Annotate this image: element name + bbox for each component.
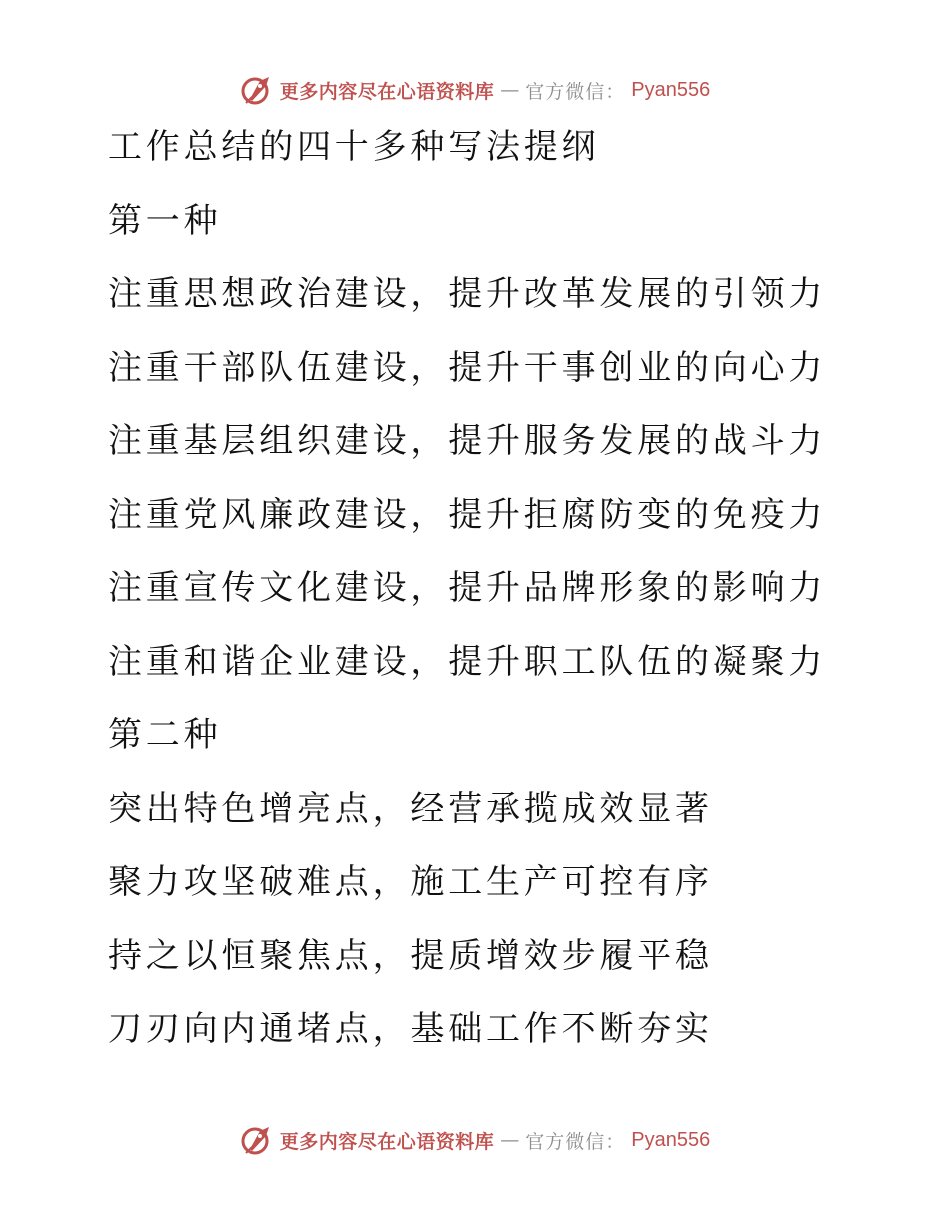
section-heading-1: 第一种 [108,200,222,241]
section-heading-2: 第二种 [108,715,222,755]
watermark-group [240,1123,711,1157]
list-item: 注重思想政治建设，提升改革发展的引领力 [108,274,827,314]
wechat-label: 官方微信： [525,1130,626,1153]
header-watermark [0,70,950,110]
footer-watermark [0,1120,950,1160]
list-item: 注重基层组织建设，提升服务发展的战斗力 [108,421,827,461]
watermark-group [240,73,711,107]
list-item: 刀刃向内通堵点，基础工作不断夯实 [108,1009,713,1049]
pen-nib-logo-icon [240,1123,274,1157]
watermark-separator: — [500,79,520,101]
document-title: 工作总结的四十多种写法提纲 [108,127,600,167]
list-item: 注重和谐企业建设，提升职工队伍的凝聚力 [108,641,827,682]
wechat-id: Pyan556 [631,1128,711,1151]
pen-nib-logo-icon [240,73,274,107]
list-item: 聚力攻坚破难点，施工生产可控有序 [108,862,713,902]
watermark-separator: — [500,1129,520,1151]
wechat-label: 官方微信： [525,80,626,103]
list-item: 注重党风廉政建设，提升拒腐防变的免疫力 [108,494,827,535]
watermark-text: 更多内容尽在心语资料库 [279,1130,495,1153]
list-item: 持之以恒聚焦点，提质增效步履平稳 [108,935,713,976]
document-body [108,124,826,1080]
list-item: 注重干部队伍建设，提升干事创业的向心力 [108,347,827,388]
watermark-text: 更多内容尽在心语资料库 [279,80,495,103]
list-item: 突出特色增亮点，经营承揽成效显著 [108,788,713,829]
wechat-id: Pyan556 [631,78,711,101]
list-item: 注重宣传文化建设，提升品牌形象的影响力 [108,568,827,608]
